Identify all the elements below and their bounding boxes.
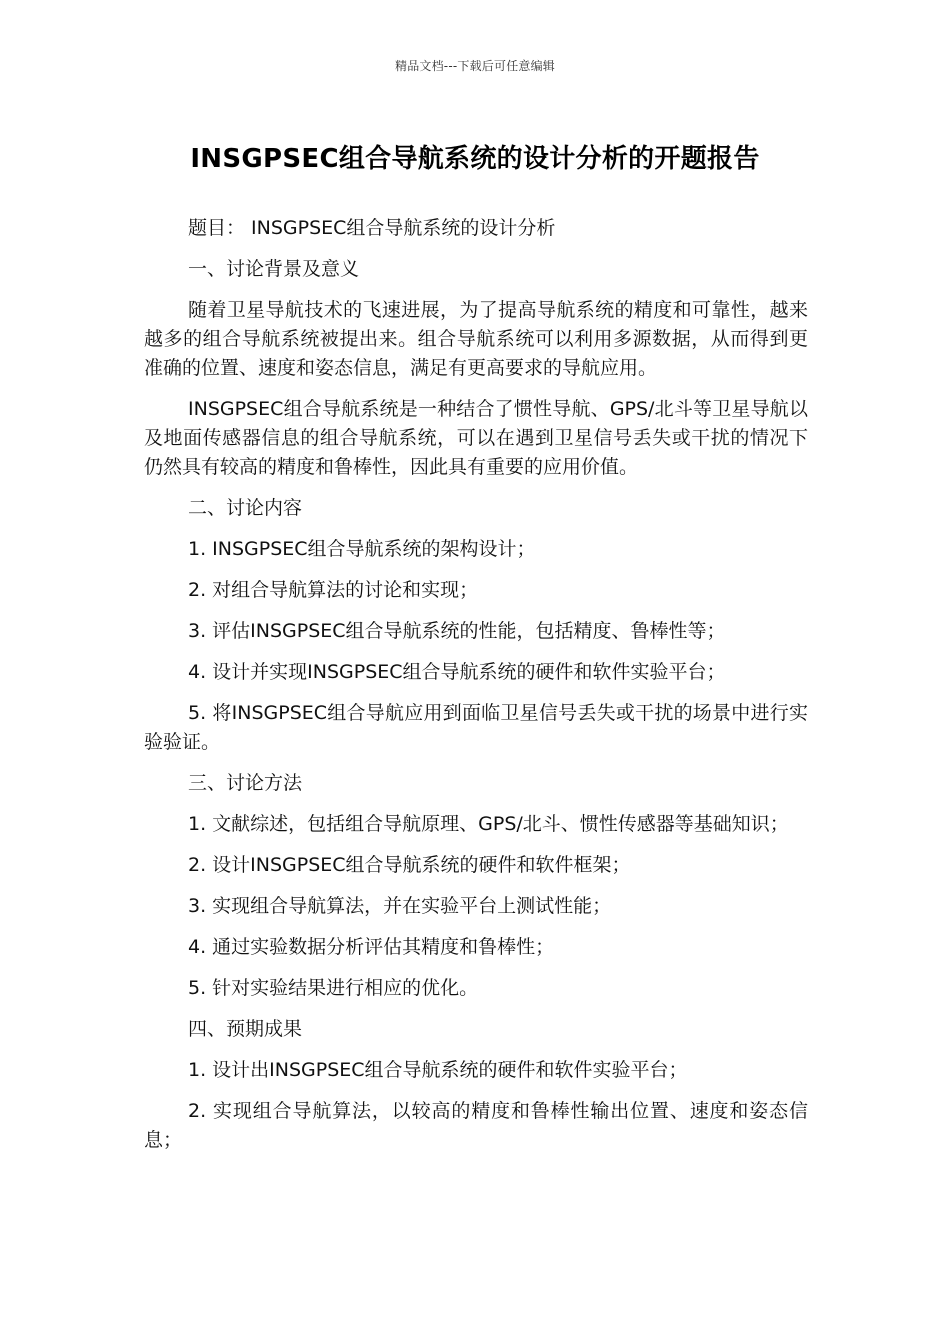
section-heading-outcomes: 四、预期成果	[188, 1018, 303, 1040]
method-item: 4. 通过实验数据分析评估其精度和鲁棒性；	[188, 936, 555, 958]
content-item: 5. 将INSGPSEC组合导航应用到面临卫星信号丢失或干扰的场景中进行实验验证。	[144, 702, 808, 753]
method-item: 1. 文献综述，包括组合导航原理、GPS/北斗、惯性传感器等基础知识；	[188, 813, 789, 835]
method-item: 5. 针对实验结果进行相应的优化。	[188, 977, 479, 999]
method-item: 3. 实现组合导航算法，并在实验平台上测试性能；	[188, 895, 612, 917]
content-item: 4. 设计并实现INSGPSEC组合导航系统的硬件和软件实验平台；	[188, 661, 726, 683]
content-item: 2. 对组合导航算法的讨论和实现；	[188, 579, 479, 601]
header-note: 精品文档---下载后可任意编辑	[395, 59, 555, 73]
topic-line: 题目： INSGPSEC组合导航系统的设计分析	[188, 217, 556, 239]
section-heading-background: 一、讨论背景及意义	[188, 258, 360, 280]
system-description-paragraph: INSGPSEC组合导航系统是一种结合了惯性导航、GPS/北斗等卫星导航以及地面传感器信息的组合导航系统，可以在遇到卫星信号丢失或干扰的情况下仍然具有较高的精度和鲁棒性，因此具有重要的应用价值。	[144, 398, 808, 478]
method-item: 2. 设计INSGPSEC组合导航系统的硬件和软件框架；	[188, 854, 631, 876]
section-heading-method: 三、讨论方法	[188, 772, 303, 794]
section-heading-content: 二、讨论内容	[188, 497, 303, 519]
outcome-item: 2. 实现组合导航算法，以较高的精度和鲁棒性输出位置、速度和姿态信息；	[144, 1100, 808, 1151]
content-item: 3. 评估INSGPSEC组合导航系统的性能，包括精度、鲁棒性等；	[188, 620, 726, 642]
outcome-item: 1. 设计出INSGPSEC组合导航系统的硬件和软件实验平台；	[188, 1059, 688, 1081]
background-paragraph: 随着卫星导航技术的飞速进展，为了提高导航系统的精度和可靠性，越来越多的组合导航系统被提出来。组合导航系统可以利用多源数据，从而得到更准确的位置、速度和姿态信息，满足有更高要求的导航应用。	[144, 299, 808, 379]
document-title: INSGPSEC组合导航系统的设计分析的开题报告	[190, 144, 760, 174]
document-body	[144, 214, 808, 1167]
content-item: 1. INSGPSEC组合导航系统的架构设计；	[188, 538, 536, 560]
